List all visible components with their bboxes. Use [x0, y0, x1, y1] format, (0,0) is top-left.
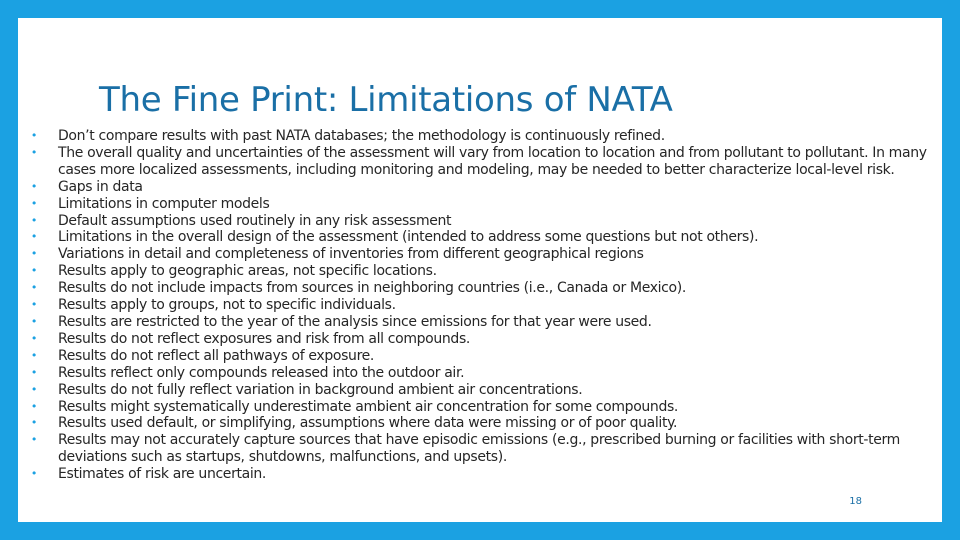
bullet-item: [28, 399, 933, 416]
bullet-item: [28, 213, 933, 230]
bullet-text: Variations in detail and completeness of inventories from different geographical regions: [58, 246, 644, 263]
bullet-dot-icon: •: [30, 416, 38, 430]
slide-title: The Fine Print: Limitations of NATA: [99, 80, 673, 120]
bullet-dot-icon: •: [30, 314, 38, 328]
bullet-text: Results may not accurately capture sources that have episodic emissions (e.g., prescribed burning or facilities with short-term deviations such as startups, shutdowns, malfunctions, and upsets).: [58, 432, 900, 466]
bullet-text: Results apply to groups, not to specific individuals.: [58, 297, 396, 314]
bullet-item: [28, 128, 933, 145]
bullet-text: Results apply to geographic areas, not specific locations.: [58, 263, 437, 280]
bullet-dot-icon: •: [30, 145, 38, 159]
bullet-dot-icon: •: [30, 281, 38, 295]
bullet-text: Results might systematically underestimate ambient air concentration for some compounds.: [58, 398, 679, 415]
page-number: 18: [849, 496, 862, 507]
bullet-item: [28, 246, 933, 263]
bullet-text: Default assumptions used routinely in any risk assessment: [58, 212, 452, 229]
bullet-item: [28, 365, 933, 382]
bullet-text: Results do not fully reflect variation in background ambient air concentrations.: [58, 381, 583, 398]
bullet-text: Results do not reflect exposures and risk from all compounds.: [58, 330, 470, 347]
bullet-item: [28, 145, 933, 179]
bullet-dot-icon: •: [30, 348, 38, 362]
bullet-list: [28, 128, 933, 483]
bullet-item: [28, 297, 933, 314]
bullet-item: [28, 179, 933, 196]
bullet-text: Results reflect only compounds released into the outdoor air.: [58, 364, 465, 381]
bullet-item: [28, 331, 933, 348]
bullet-dot-icon: •: [30, 196, 38, 210]
bullet-dot-icon: •: [30, 467, 38, 481]
bullet-text: Results are restricted to the year of the analysis since emissions for that year were used.: [58, 313, 652, 330]
bullet-item: [28, 348, 933, 365]
bullet-dot-icon: •: [30, 129, 38, 142]
bullet-item: [28, 263, 933, 280]
bullet-dot-icon: •: [30, 230, 38, 244]
bullet-dot-icon: •: [30, 264, 38, 278]
bullet-text: Results used default, or simplifying, assumptions where data were missing or of poor quality.: [58, 415, 678, 432]
bullet-item: [28, 415, 933, 432]
bullet-item: [28, 466, 933, 483]
slide: [18, 18, 942, 522]
bullet-text: Don’t compare results with past NATA databases; the methodology is continuously refined.: [58, 128, 665, 144]
bullet-text: Estimates of risk are uncertain.: [58, 466, 267, 483]
bullet-item: [28, 314, 933, 331]
bullet-dot-icon: •: [30, 247, 38, 261]
bullet-dot-icon: •: [30, 179, 38, 193]
bullet-item: [28, 382, 933, 399]
bullet-text: Limitations in the overall design of the assessment (intended to address some questions but not others).: [58, 229, 759, 246]
bullet-item: [28, 432, 933, 466]
bullet-dot-icon: •: [30, 331, 38, 345]
bullet-text: The overall quality and uncertainties of the assessment will vary from location to location and from pollutant to pollutant. In many cases more localized assessments, including monitoring and modeling, may be needed to better characterize local-level risk.: [58, 144, 927, 178]
bullet-item: [28, 280, 933, 297]
bullet-item: [28, 229, 933, 246]
bullet-text: Limitations in computer models: [58, 195, 270, 212]
bullet-dot-icon: •: [30, 433, 38, 447]
bullet-dot-icon: •: [30, 365, 38, 379]
bullet-dot-icon: •: [30, 213, 38, 227]
bullet-dot-icon: •: [30, 399, 38, 413]
bullet-dot-icon: •: [30, 382, 38, 396]
bullet-text: Results do not include impacts from sources in neighboring countries (i.e., Canada or Mexico).: [58, 280, 686, 297]
bullet-item: [28, 196, 933, 213]
bullet-text: Results do not reflect all pathways of exposure.: [58, 347, 375, 364]
bullet-text: Gaps in data: [58, 178, 143, 195]
bullet-dot-icon: •: [30, 298, 38, 312]
